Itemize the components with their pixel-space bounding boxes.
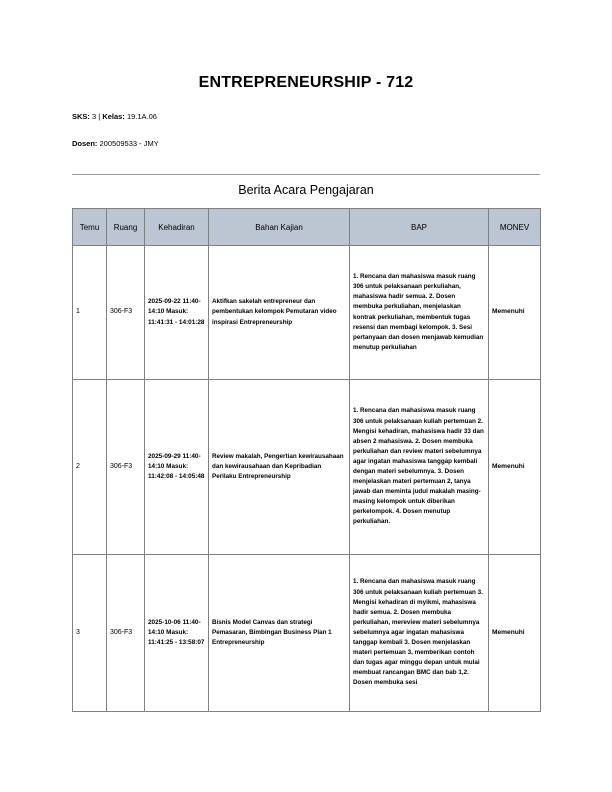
dosen-value: 200509533 - JMY — [99, 139, 159, 148]
col-header-ruang: Ruang — [107, 209, 145, 246]
separator: | — [98, 112, 101, 121]
col-header-bahan-kajian: Bahan Kajian — [209, 209, 350, 246]
cell-monev: Memenuhi — [489, 246, 541, 380]
col-header-monev: MONEV — [489, 209, 541, 246]
table-row — [73, 380, 541, 555]
sks-label: SKS: — [72, 112, 90, 121]
cell-bap: 1. Rencana dan mahasiswa masuk ruang 306 untuk pelaksanaan kuliah pertemuan 3. Mengisi kehadiran di myikmi, mahasiswa hadir semua. 2. Dosen membuka perkuliahan, mereview materi sebelumnya sebelumnya agar ingatan mahasiswa tanggap kembali 3. Dosen menjelaskan materi pertemuan 3, memberikan contoh dan tugas agar minggu depan untuk mulai membuat rancangan BMC dan bab 1,2. Dosen membuka sesi — [350, 555, 489, 712]
dosen-label: Dosen: — [72, 139, 98, 148]
table-row — [73, 246, 541, 380]
table-row — [73, 555, 541, 712]
cell-bahan-kajian: Bisnis Model Canvas dan strategi Pemasaran, Bimbingan Business Plan 1 Entrepreneurship — [209, 555, 350, 712]
cell-ruang: 306-F3 — [107, 380, 145, 555]
sks-value: 3 — [92, 112, 97, 121]
page-title: ENTREPRENEURSHIP - 712 — [198, 74, 414, 91]
cell-bap: 1. Rencana dan mahasiswa masuk ruang 306 untuk pelaksanaan perkuliahan, mahasiswa hadir semua. 2. Dosen membuka perkuliahan, menjelaskan kontrak perkuliahan, membentuk tugas resensi dan membagi kelompok. 3. Sesi pertanyaan dan dosen menjawab kemudian menutup perkuliahan — [350, 246, 489, 380]
cell-kehadiran: 2025-09-22 11:40-14:10 Masuk: 11:41:31 - 14:01:28 — [145, 246, 209, 380]
cell-temu: 1 — [73, 246, 107, 380]
cell-bahan-kajian: Aktifkan sakelah entrepreneur dan pembentukan kelompok Pemutaran video inspirasi Entrepreneurship — [209, 246, 350, 380]
cell-monev: Memenuhi — [489, 380, 541, 555]
cell-bap: 1. Rencana dan mahasiswa masuk ruang 306 untuk pelaksanaan kuliah pertemuan 2. Mengisi kehadiran, mahasiswa hadir 33 dan absen 2 mahasiswa. 2. Dosen membuka perkuliahan dan review materi sebelumnya agar ingatan mahasiswa tanggap kembali dengan materi sebelumnya. 3. Dosen menjelaskan materi pertemuan 2, tanya jawab dan meminta judul makalah masing-masing kelompok untuk diberikan perkelompok. 4. Dosen menutup perkuliahan. — [350, 380, 489, 555]
lecturer-info — [72, 139, 159, 148]
table-header-row — [73, 209, 541, 246]
kelas-value: 19.1A.06 — [126, 112, 157, 121]
cell-ruang: 306-F3 — [107, 246, 145, 380]
cell-kehadiran: 2025-10-06 11:40-14:10 Masuk: 11:41:25 - 13:58:07 — [145, 555, 209, 712]
cell-monev: Memenuhi — [489, 555, 541, 712]
section-title: Berita Acara Pengajaran — [238, 183, 374, 197]
cell-temu: 3 — [73, 555, 107, 712]
col-header-kehadiran: Kehadiran — [145, 209, 209, 246]
cell-kehadiran: 2025-09-29 11:40-14:10 Masuk: 11:42:08 - 14:05:48 — [145, 380, 209, 555]
teaching-record-table — [72, 208, 541, 712]
col-header-bap: BAP — [350, 209, 489, 246]
kelas-label: Kelas: — [102, 112, 125, 121]
divider — [72, 174, 540, 175]
course-info — [72, 112, 157, 121]
col-header-temu: Temu — [73, 209, 107, 246]
cell-ruang: 306-F3 — [107, 555, 145, 712]
cell-bahan-kajian: Review makalah, Pengertian kewirausahaan dan kewirausahaan dan Kepribadian Perilaku Entrepreneurship — [209, 380, 350, 555]
cell-temu: 2 — [73, 380, 107, 555]
